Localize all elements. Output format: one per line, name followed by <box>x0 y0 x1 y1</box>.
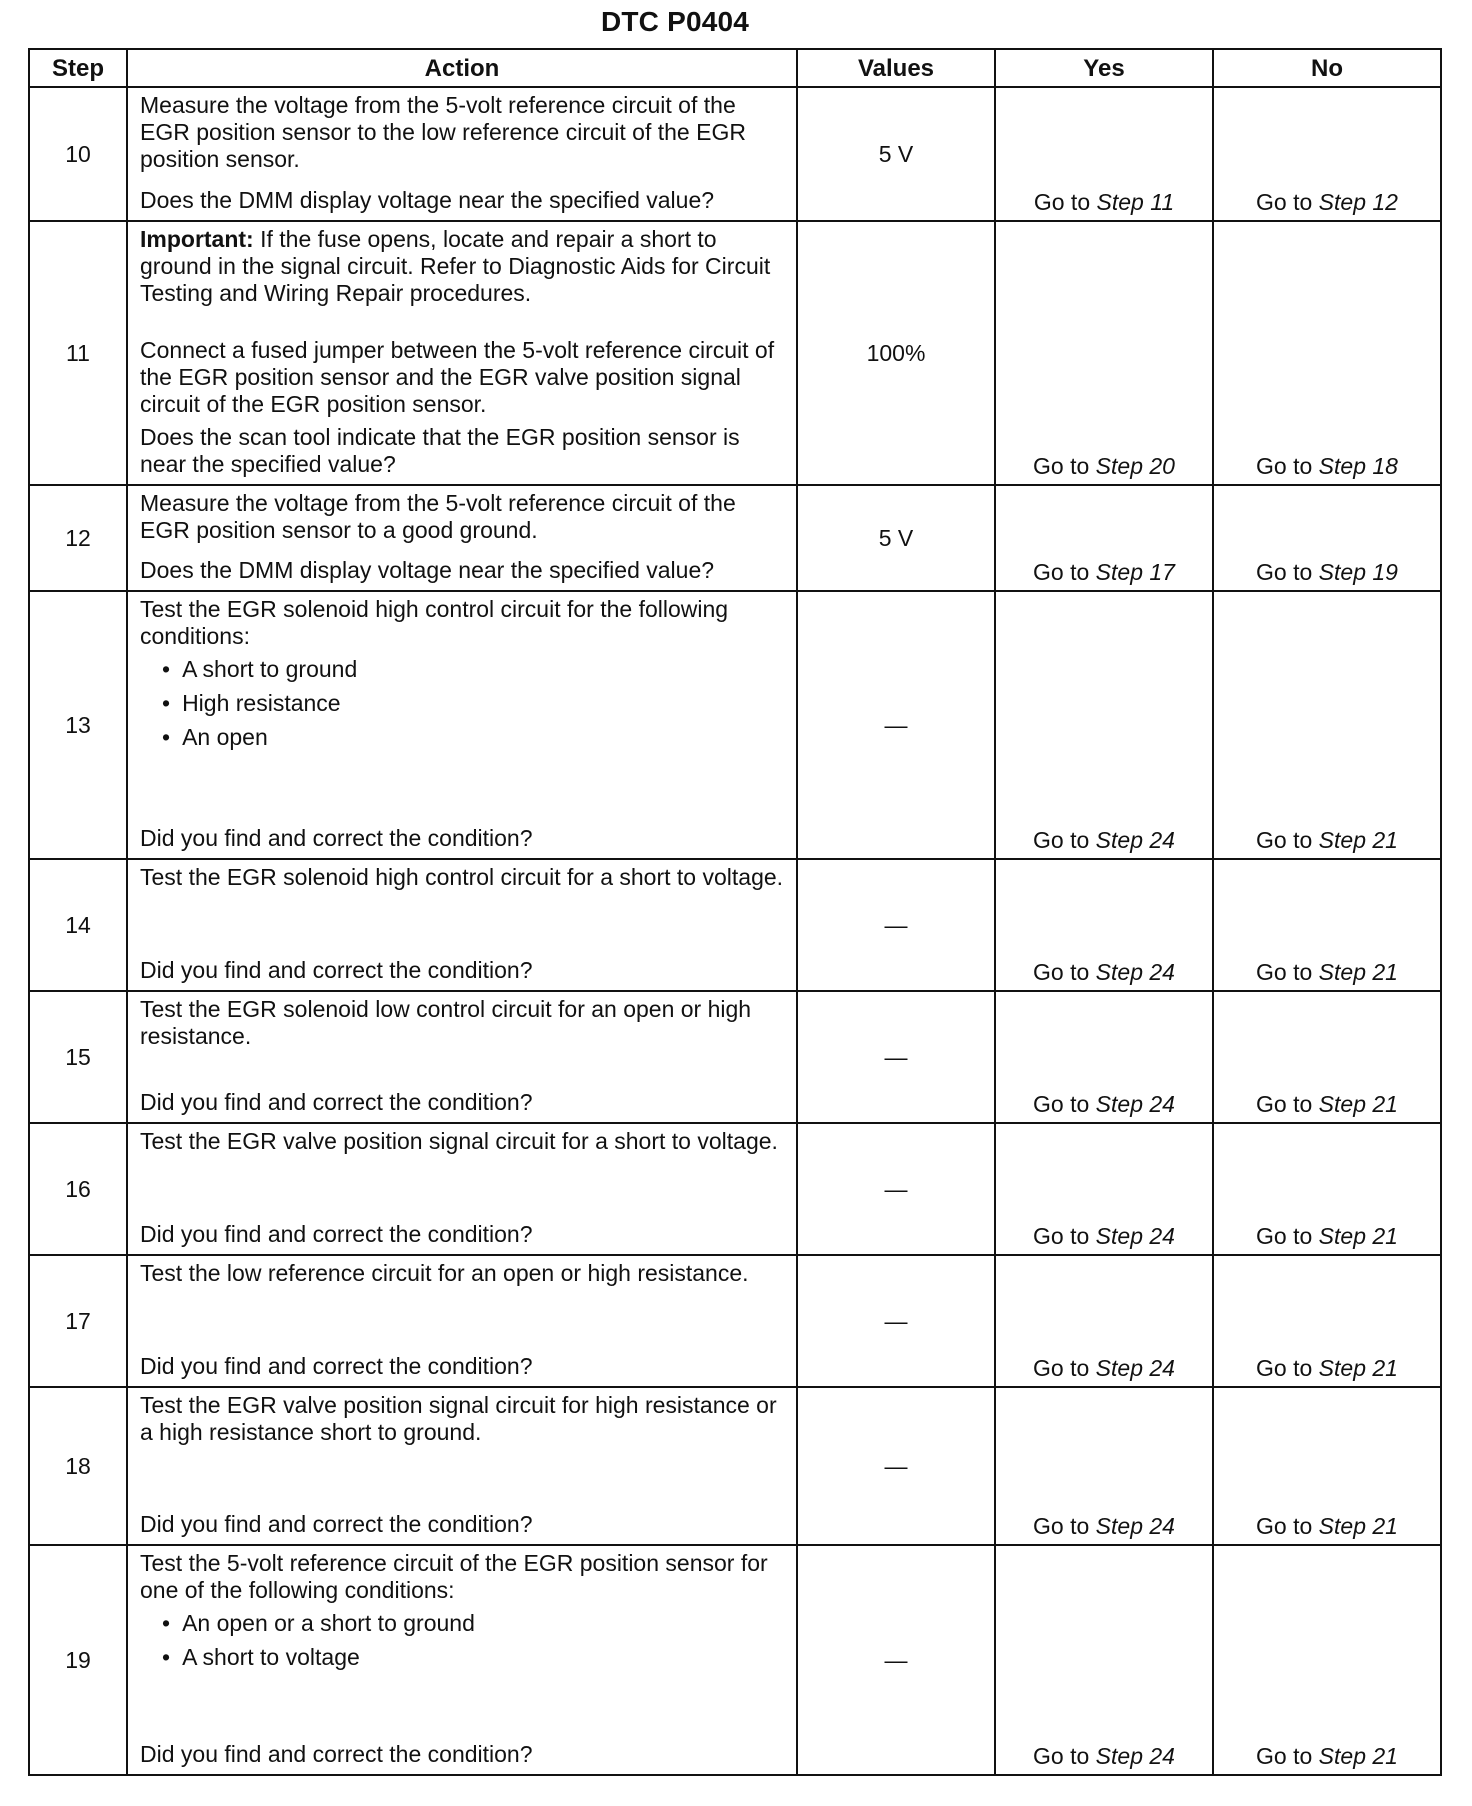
yes-step: 20 <box>1149 453 1175 479</box>
diagnostic-table <box>28 48 1442 1776</box>
no-step: 21 <box>1372 827 1398 853</box>
yes-cell: Go to Step 17 <box>995 485 1213 591</box>
action-text: Measure the voltage from the 5-volt reference circuit of the EGR position sensor to the low reference circuit of the EGR position sensor. <box>140 92 746 172</box>
header-values: Values <box>797 49 995 87</box>
value-cell: 5 V <box>797 87 995 221</box>
action-cell <box>127 1123 797 1255</box>
table-row <box>29 991 1441 1123</box>
yes-step: 24 <box>1149 1513 1175 1539</box>
action-cell <box>127 1387 797 1545</box>
header-row <box>29 49 1441 87</box>
action-text: Test the EGR valve position signal circuit for a short to voltage. <box>140 1128 778 1154</box>
list-item: • High resistance <box>162 690 788 717</box>
action-question: Did you find and correct the condition? <box>140 825 533 851</box>
value-cell: — <box>797 591 995 859</box>
action-text: Measure the voltage from the 5-volt reference circuit of the EGR position sensor to a good ground. <box>140 490 736 543</box>
no-step: 21 <box>1372 1513 1398 1539</box>
action-question: Did you find and correct the condition? <box>140 1741 533 1767</box>
no-cell: Go to Step 21 <box>1213 859 1441 991</box>
list-item: • An open <box>162 724 788 751</box>
action-cell <box>127 859 797 991</box>
action-question: Did you find and correct the condition? <box>140 957 533 983</box>
no-step: 21 <box>1372 959 1398 985</box>
no-step: 21 <box>1372 1223 1398 1249</box>
action-cell <box>127 591 797 859</box>
list-item: • A short to voltage <box>162 1644 788 1671</box>
step-number: 15 <box>29 991 127 1123</box>
action-question: Did you find and correct the condition? <box>140 1353 533 1379</box>
no-step: 18 <box>1372 453 1398 479</box>
action-question: Did you find and correct the condition? <box>140 1089 533 1115</box>
yes-cell: Go to Step 24 <box>995 1387 1213 1545</box>
value-cell: — <box>797 859 995 991</box>
table-row <box>29 1387 1441 1545</box>
no-cell: Go to Step 21 <box>1213 591 1441 859</box>
action-question: Did you find and correct the condition? <box>140 1221 533 1247</box>
step-number: 13 <box>29 591 127 859</box>
page-title: DTC P0404 <box>600 6 750 37</box>
no-cell: Go to Step 12 <box>1213 87 1441 221</box>
table-row <box>29 485 1441 591</box>
step-number: 18 <box>29 1387 127 1545</box>
step-number: 14 <box>29 859 127 991</box>
value-cell: — <box>797 1255 995 1387</box>
value-cell: — <box>797 991 995 1123</box>
yes-cell: Go to Step 24 <box>995 591 1213 859</box>
condition-list <box>140 1610 788 1671</box>
no-cell: Go to Step 21 <box>1213 1123 1441 1255</box>
step-number: 12 <box>29 485 127 591</box>
yes-step: 24 <box>1149 1091 1175 1117</box>
value-cell: — <box>797 1545 995 1775</box>
condition-list <box>140 656 788 751</box>
no-cell: Go to Step 21 <box>1213 991 1441 1123</box>
header-step: Step <box>29 49 127 87</box>
no-cell: Go to Step 21 <box>1213 1545 1441 1775</box>
yes-step: 24 <box>1149 1355 1175 1381</box>
action-cell <box>127 991 797 1123</box>
yes-step: 24 <box>1149 1743 1175 1769</box>
action-cell <box>127 1255 797 1387</box>
no-step: 19 <box>1372 559 1398 585</box>
yes-cell: Go to Step 11 <box>995 87 1213 221</box>
yes-cell: Go to Step 24 <box>995 859 1213 991</box>
value-cell: — <box>797 1387 995 1545</box>
action-text: Test the EGR solenoid high control circuit for the following conditions: <box>140 596 729 649</box>
no-cell: Go to Step 21 <box>1213 1255 1441 1387</box>
table-row <box>29 1545 1441 1775</box>
table-row <box>29 1123 1441 1255</box>
step-number: 19 <box>29 1545 127 1775</box>
action-cell <box>127 485 797 591</box>
action-question: Did you find and correct the condition? <box>140 1511 533 1537</box>
no-step: 21 <box>1372 1355 1398 1381</box>
list-item: • A short to ground <box>162 656 788 683</box>
action-text: Test the low reference circuit for an open or high resistance. <box>140 1260 749 1286</box>
yes-cell: Go to Step 24 <box>995 1255 1213 1387</box>
action-cell <box>127 87 797 221</box>
yes-step: 24 <box>1149 1223 1175 1249</box>
header-action: Action <box>127 49 797 87</box>
action-cell <box>127 221 797 485</box>
action-question: Does the DMM display voltage near the specified value? <box>140 187 715 213</box>
yes-step: 24 <box>1149 827 1175 853</box>
yes-step: 24 <box>1149 959 1175 985</box>
yes-cell: Go to Step 24 <box>995 1123 1213 1255</box>
table-row <box>29 221 1441 485</box>
no-step: 21 <box>1372 1743 1398 1769</box>
yes-step: 17 <box>1149 559 1175 585</box>
action-question: Does the scan tool indicate that the EGR position sensor is near the specified value? <box>140 424 740 477</box>
yes-cell: Go to Step 24 <box>995 1545 1213 1775</box>
important-note: Important: If the fuse opens, locate and repair a short to ground in the signal circuit. Refer to Diagnostic Aids for Circuit Testing and Wiring Repair procedures. <box>140 226 771 306</box>
step-number: 11 <box>29 221 127 485</box>
step-number: 10 <box>29 87 127 221</box>
table-row <box>29 1255 1441 1387</box>
action-text: Test the EGR valve position signal circuit for high resistance or a high resistance short to ground. <box>140 1392 777 1445</box>
table-row <box>29 591 1441 859</box>
header-yes: Yes <box>995 49 1213 87</box>
table-row <box>29 859 1441 991</box>
yes-step: 11 <box>1150 189 1175 215</box>
list-item: • An open or a short to ground <box>162 1610 788 1637</box>
action-text: Test the 5-volt reference circuit of the EGR position sensor for one of the following conditions: <box>140 1550 768 1603</box>
yes-cell: Go to Step 20 <box>995 221 1213 485</box>
no-step: 12 <box>1372 189 1398 215</box>
action-text: Test the EGR solenoid low control circuit for an open or high resistance. <box>140 996 752 1049</box>
header-no: No <box>1213 49 1441 87</box>
value-cell: 100% <box>797 221 995 485</box>
action-question: Does the DMM display voltage near the specified value? <box>140 557 715 583</box>
no-step: 21 <box>1372 1091 1398 1117</box>
step-number: 17 <box>29 1255 127 1387</box>
action-text: Connect a fused jumper between the 5-volt reference circuit of the EGR position sensor and the EGR valve position signal circuit of the EGR position sensor. <box>140 337 775 417</box>
no-cell: Go to Step 21 <box>1213 1387 1441 1545</box>
value-cell: — <box>797 1123 995 1255</box>
yes-cell: Go to Step 24 <box>995 991 1213 1123</box>
action-cell <box>127 1545 797 1775</box>
no-cell: Go to Step 19 <box>1213 485 1441 591</box>
no-cell: Go to Step 18 <box>1213 221 1441 485</box>
value-cell: 5 V <box>797 485 995 591</box>
table-row <box>29 87 1441 221</box>
step-number: 16 <box>29 1123 127 1255</box>
action-text: Test the EGR solenoid high control circuit for a short to voltage. <box>140 864 784 890</box>
